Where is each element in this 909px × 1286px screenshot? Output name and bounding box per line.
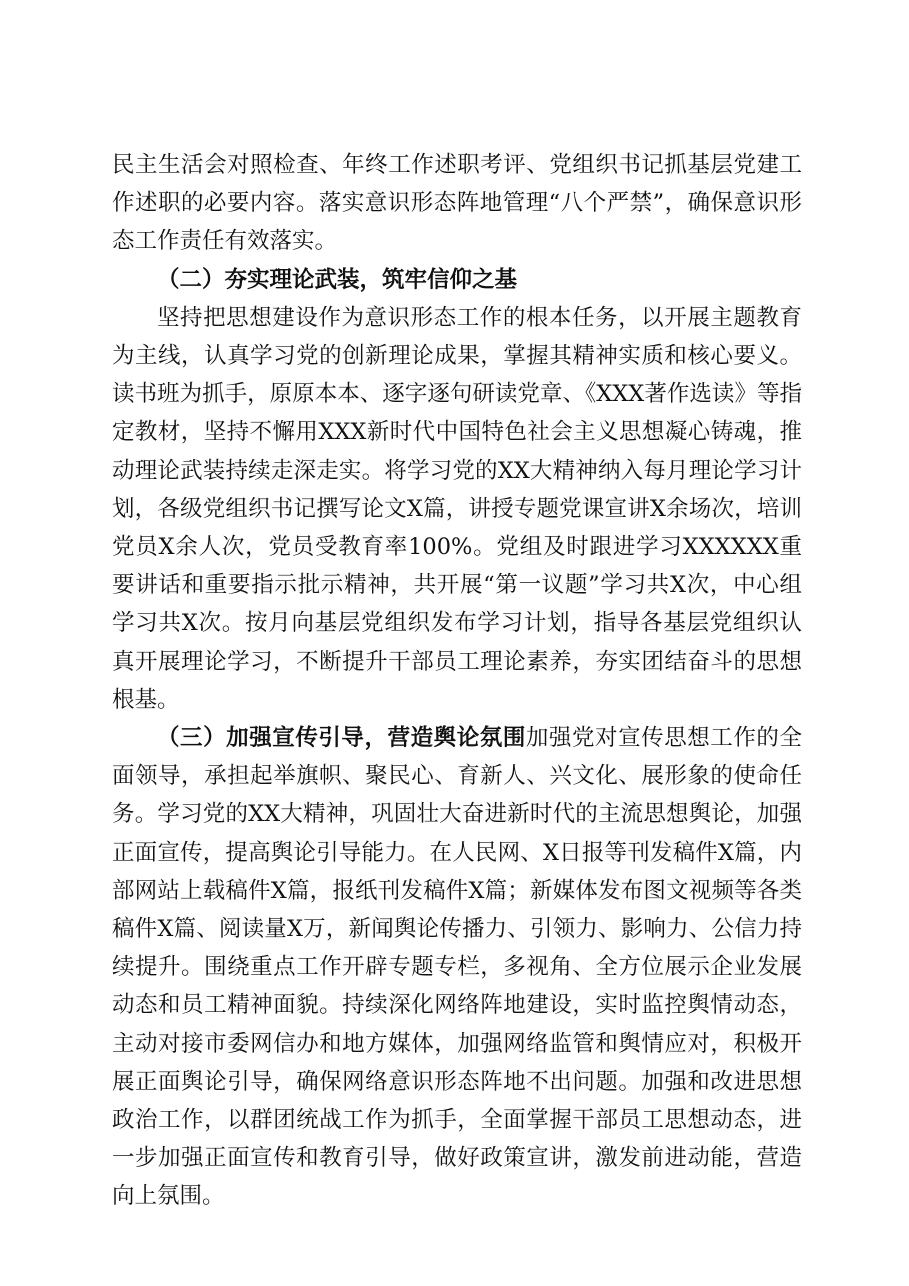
section-heading-2: （二）夯实理论武装，筑牢信仰之基 — [157, 266, 518, 293]
paragraph-publicity-text: 加强党对宣传思想工作的全面领导，承担起举旗帜、聚民心、育新人、兴文化、展形象的使命任务。学习党的XX大精神，巩固壮大奋进新时代的主流思想舆论，加强正面宣传，提高舆论引导能力。在人民网、X日报等刊发稿件X篇，内部网站上载稿件X篇，报纸刊发稿件X篇；新媒体发布图文视频等各类稿件X篇、阅读量X万，新闻舆论传播力、引领力、影响力、公信力持续提升。围绕重点工作开辟专题专栏，多视角、全方位展示企业发展动态和员工精神面貌。持续深化网络阵地建设，实时监控舆情动态，主动对接市委网信办和地方媒体，加强网络监管和舆情应对，积极开展正面舆论引导，确保网络意识形态阵地不出问题。加强和改进思想政治工作，以群团统战工作为抓手，全面掌握干部员工思想动态，进一步加强正面宣传和教育引导，做好政策宣讲，激发前进动能，营造向上氛围。 — [112, 725, 802, 1210]
section-heading-3: （三）加强宣传引导，营造舆论氛围 — [157, 725, 526, 752]
paragraph-theory: 坚持把思想建设作为意识形态工作的根本任务，以开展主题教育为主线，认真学习党的创新理论成果，掌握其精神实质和核心要义。读书班为抓手，原原本本、逐字逐句研读党章、《XXX著作选读》等指定教材，坚持不懈用XXX新时代中国特色社会主义思想凝心铸魂，推动理论武装持续走深走实。将学习党的XX大精神纳入每月理论学习计划，各级党组织书记撰写论文X篇，讲授专题党课宣讲X余场次，培训党员X余人次，党员受教育率100%。党组及时跟进学习XXXXXX重要讲话和重要指示批示精神，共开展“第一议题”学习共X次，中心组学习共X次。按月向基层党组织发布学习计划，指导各基层党组织认真开展理论学习，不断提升干部员工理论素养，夯实团结奋斗的思想根基。 — [112, 304, 802, 713]
document-body — [112, 146, 802, 1216]
paragraph-publicity — [112, 719, 802, 1216]
paragraph-continuation: 民主生活会对照检查、年终工作述职考评、党组织书记抓基层党建工作述职的必要内容。落实意识形态阵地管理“八个严禁”，确保意识形态工作责任有效落实。 — [112, 152, 802, 255]
